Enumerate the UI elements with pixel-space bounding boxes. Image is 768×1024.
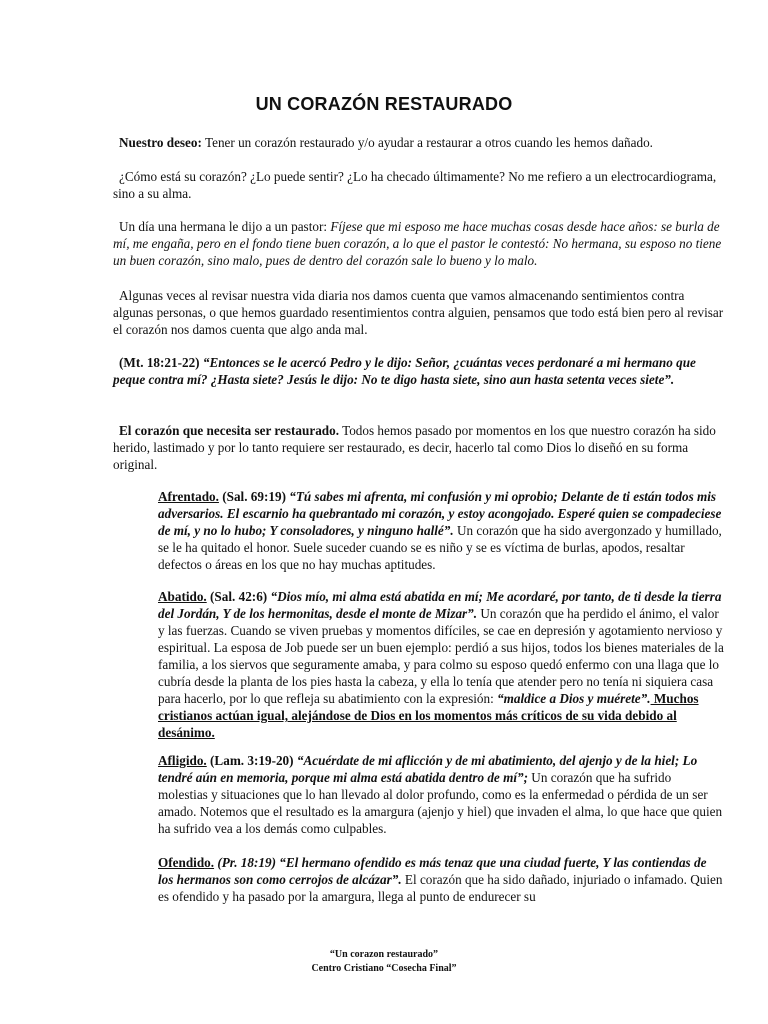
section-afrentado [158,488,724,573]
emphasis-abatido: Muchos cristianos actúan igual, alejándose de Dios en los momentos más críticos de su vida debido al desánimo. [158,691,699,740]
text-como-esta: ¿Cómo está su corazón? ¿Lo puede sentir? ¿Lo ha checado últimamente? No me refiero a un electrocardiograma, sino a su alma. [113,169,717,201]
quote2-abatido: “maldice a Dios y muérete”. [497,691,651,706]
footer-line-2: Centro Cristiano “Cosecha Final” [311,963,457,974]
quote-afligido: “Acuérdate de mi aflicción y de mi abatimiento, del ajenjo y de la hiel; Lo tendré aún en memoria, porque mi alma está abatida dentro de mí”; [158,753,698,785]
heading-ofendido: Ofendido. [158,855,215,870]
page-title: UN CORAZÓN RESTAURADO [255,94,513,114]
heading-afligido: Afligido. [158,753,207,768]
ref-afrentado: (Sal. 69:19) [218,489,286,504]
text-una-hermana: Un día una hermana le dijo a un pastor: [119,219,331,234]
quote-ofendido: “El hermano ofendido es más tenaz que una ciudad fuerte, Y las contiendas de los hermanos son como cerrojos de alcázar”. [158,855,707,887]
text-abatido: Un corazón que ha perdido el ánimo, el valor y las fuerzas. Cuando se viven pruebas y momentos difíciles, se cae en depresión y agotamiento nervioso y espiritual. La esposa de Job puede ser un buen ejemplo: perdió a sus hijos, todos los bienes materiales de la familia, a los siervos que seguramente amaba, y para colmo su esposo quedó enfermo con una llaga que lo cubría desde la planta de los pies hasta la cabeza, y ella lo tenía que atender pero no tenía ni siquiera casa para hacerlo, por lo que refleja su abatimiento con la expresión: [158,606,724,706]
paragraph-corazon-restaurado [113,422,725,473]
quote-mateo: “Entonces se le acercó Pedro y le dijo: Señor, ¿cuántas veces perdonaré a mi hermano que peque contra mí? ¿Hasta siete? Jesús le dijo: No te digo hasta siete, sino aun hasta setenta veces siete”. [113,355,696,387]
paragraph-como-esta [113,168,725,202]
quote-afrentado: “Tú sabes mi afrenta, mi confusión y mi oprobio; Delante de ti están todos mis adversarios. El escarnio ha quebrantado mi corazón, y estoy acongojado. Esperé quien se compadeciese de mí, y no lo hubo; Y consoladores, y ninguno hallé”. [158,489,722,538]
quote-una-hermana: Fíjese que mi esposo me hace muchas cosas desde hace años: se burla de mí, me engaña, pero en el fondo tiene buen corazón, a lo que el pastor le contestó: No hermana, su esposo no tiene un buen corazón, sino malo, pues de dentro del corazón sale lo bueno y lo malo. [113,219,722,268]
text-afrentado: Un corazón que ha sido avergonzado y humillado, se le ha quitado el honor. Suele suceder cuando se es niño y se es víctima de burlas, apodos, resaltar defectos o áreas en los que no hay muchas aptitudes. [158,523,722,572]
section-ofendido [158,854,724,905]
section-abatido [158,588,724,741]
text-algunas-veces: Algunas veces al revisar nuestra vida diaria nos damos cuenta que vamos almacenando sentimientos contra algunas personas, o que hemos guardado resentimientos contra alguien, pensamos que todo está bien pero al revisar el corazón nos damos cuenta que algo anda mal. [113,288,724,337]
quote-abatido: “Dios mío, mi alma está abatida en mí; Me acordaré, por tanto, de ti desde la tierra del Jordán, Y de los hermonitas, desde el monte de Mizar”. [158,589,722,621]
heading-abatido: Abatido. [158,589,207,604]
text-nuestro-deseo: Tener un corazón restaurado y/o ayudar a restaurar a otros cuando les hemos dañado. [201,135,653,150]
paragraph-nuestro-deseo [113,134,725,151]
page-footer [0,948,768,976]
paragraph-una-hermana [113,218,725,269]
heading-afrentado: Afrentado. [158,489,219,504]
footer-line-1: “Un corazon restaurado” [329,949,439,960]
ref-afligido: (Lam. 3:19-20) [206,753,294,768]
paragraph-algunas-veces [113,287,725,338]
section-afligido [158,752,724,837]
ref-ofendido: (Pr. 18:19) [214,855,276,870]
label-corazon-restaurado: El corazón que necesita ser restaurado. [119,423,340,438]
text-corazon-restaurado: Todos hemos pasado por momentos en los que nuestro corazón ha sido herido, lastimado y por lo tanto requiere ser restaurado, es decir, hacerlo tal como Dios lo diseñó en su forma original. [113,423,716,472]
paragraph-mateo [113,354,725,388]
ref-abatido: (Sal. 42:6) [206,589,268,604]
text-ofendido: El corazón que ha sido dañado, injuriado o infamado. Quien es ofendido y ha pasado por la amargura, llega al punto de endurecer su [158,872,723,904]
text-afligido: Un corazón que ha sufrido molestias y situaciones que lo han llevado al dolor profundo, como es la enfermedad o pérdida de un ser amado. Notemos que el resultado es la amargura (ajenjo y hiel) que invaden el alma, lo que hace que quien ha sufrido vea a los demás como culpables. [158,770,723,836]
ref-mateo: (Mt. 18:21-22) [119,355,200,370]
label-nuestro-deseo: Nuestro deseo: [119,135,202,150]
